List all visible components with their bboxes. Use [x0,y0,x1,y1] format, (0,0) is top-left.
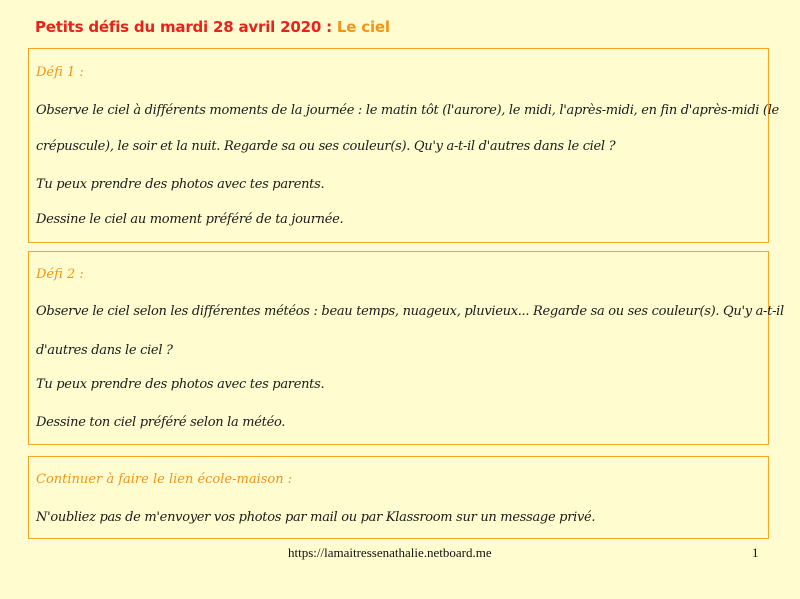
defi-2-box [28,251,784,445]
title-accent: Le ciel [336,18,390,36]
defi-1-line-1: Observe le ciel à différents moments de la journée : le matin tôt (l'aurore), le midi, l'après-midi, en fin d'après-midi (le [36,103,779,118]
defi-2-label: Défi 2 : [36,267,84,282]
defi-1-line-3: Tu peux prendre des photos avec tes parents. [36,177,325,192]
lien-label: Continuer à faire le lien école-maison : [36,472,293,487]
page-title [35,18,390,36]
defi-2-line-4: Dessine ton ciel préféré selon la météo. [36,415,286,430]
defi-2-line-2: d'autres dans le ciel ? [36,343,173,358]
defi-1-box [28,48,779,243]
defi-2-line-3: Tu peux prendre des photos avec tes parents. [36,377,325,392]
defi-1-label: Défi 1 : [36,65,84,80]
defi-1-line-4: Dessine le ciel au moment préféré de ta journée. [36,212,344,227]
footer-url[interactable]: https://lamaitressenathalie.netboard.me [288,545,492,560]
page-number: 1 [752,545,759,560]
title-main: Petits défis du mardi 28 avril 2020 : [35,18,337,36]
defi-2-line-1: Observe le ciel selon les différentes météos : beau temps, nuageux, pluvieux... Regarde sa ou ses couleur(s). Qu'y a-t-il [36,304,784,319]
lien-line-1: N'oubliez pas de m'envoyer vos photos par mail ou par Klassroom sur un message privé. [36,510,596,525]
defi-1-line-2: crépuscule), le soir et la nuit. Regarde sa ou ses couleur(s). Qu'y a-t-il d'autres dans le ciel ? [36,139,616,154]
lien-ecole-maison-box [28,456,769,539]
